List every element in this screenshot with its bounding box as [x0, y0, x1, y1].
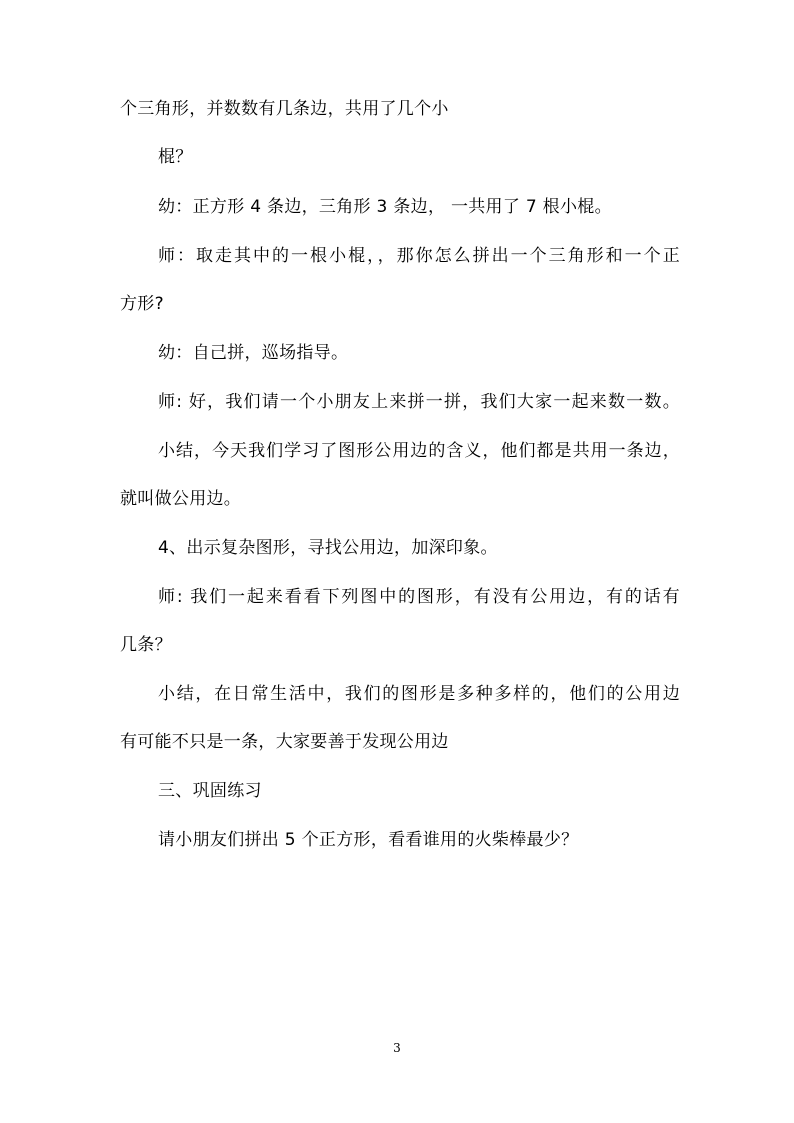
text-line-2: 棍？ [158, 147, 193, 167]
text-line-16: 请小朋友们拼出 5 个正方形，看看谁用的火柴棒最少？ [158, 830, 579, 850]
text-line-12: 几条？ [120, 635, 172, 655]
text-line-14: 有可能不只是一条，大家要善于发现公用边 [120, 732, 449, 752]
text-line-10: 4、出示复杂图形，寻找公用边，加深印象。 [158, 538, 498, 558]
text-line-9: 就叫做公用边。 [120, 489, 242, 509]
text-line-8: 小结，今天我们学习了图形公用边的含义，他们都是共用一条边， [158, 441, 680, 461]
text-line-11: 师: 我们一起来看看下列图中的图形，有没有公用边，有的话有 [158, 587, 680, 607]
page-number: 3 [393, 1041, 401, 1055]
text-line-5: 方形? [120, 294, 164, 314]
text-line-13: 小结，在日常生活中，我们的图形是多种多样的，他们的公用边 [158, 684, 680, 704]
text-line-15: 三、巩固练习 [158, 781, 262, 801]
text-line-6: 幼：自己拼，巡场指导。 [158, 343, 349, 363]
text-line-1: 个三角形，并数数有几条边，共用了几个小 [120, 99, 449, 119]
text-line-4: 师：取走其中的一根小棍，，那你怎么拼出一个三角形和一个正 [158, 246, 680, 266]
text-line-3: 幼：正方形 4 条边，三角形 3 条边， 一共用了 7 根小棍。 [158, 197, 612, 217]
text-line-7: 师: 好，我们请一个小朋友上来拼一拼，我们大家一起来数一数。 [158, 392, 680, 412]
